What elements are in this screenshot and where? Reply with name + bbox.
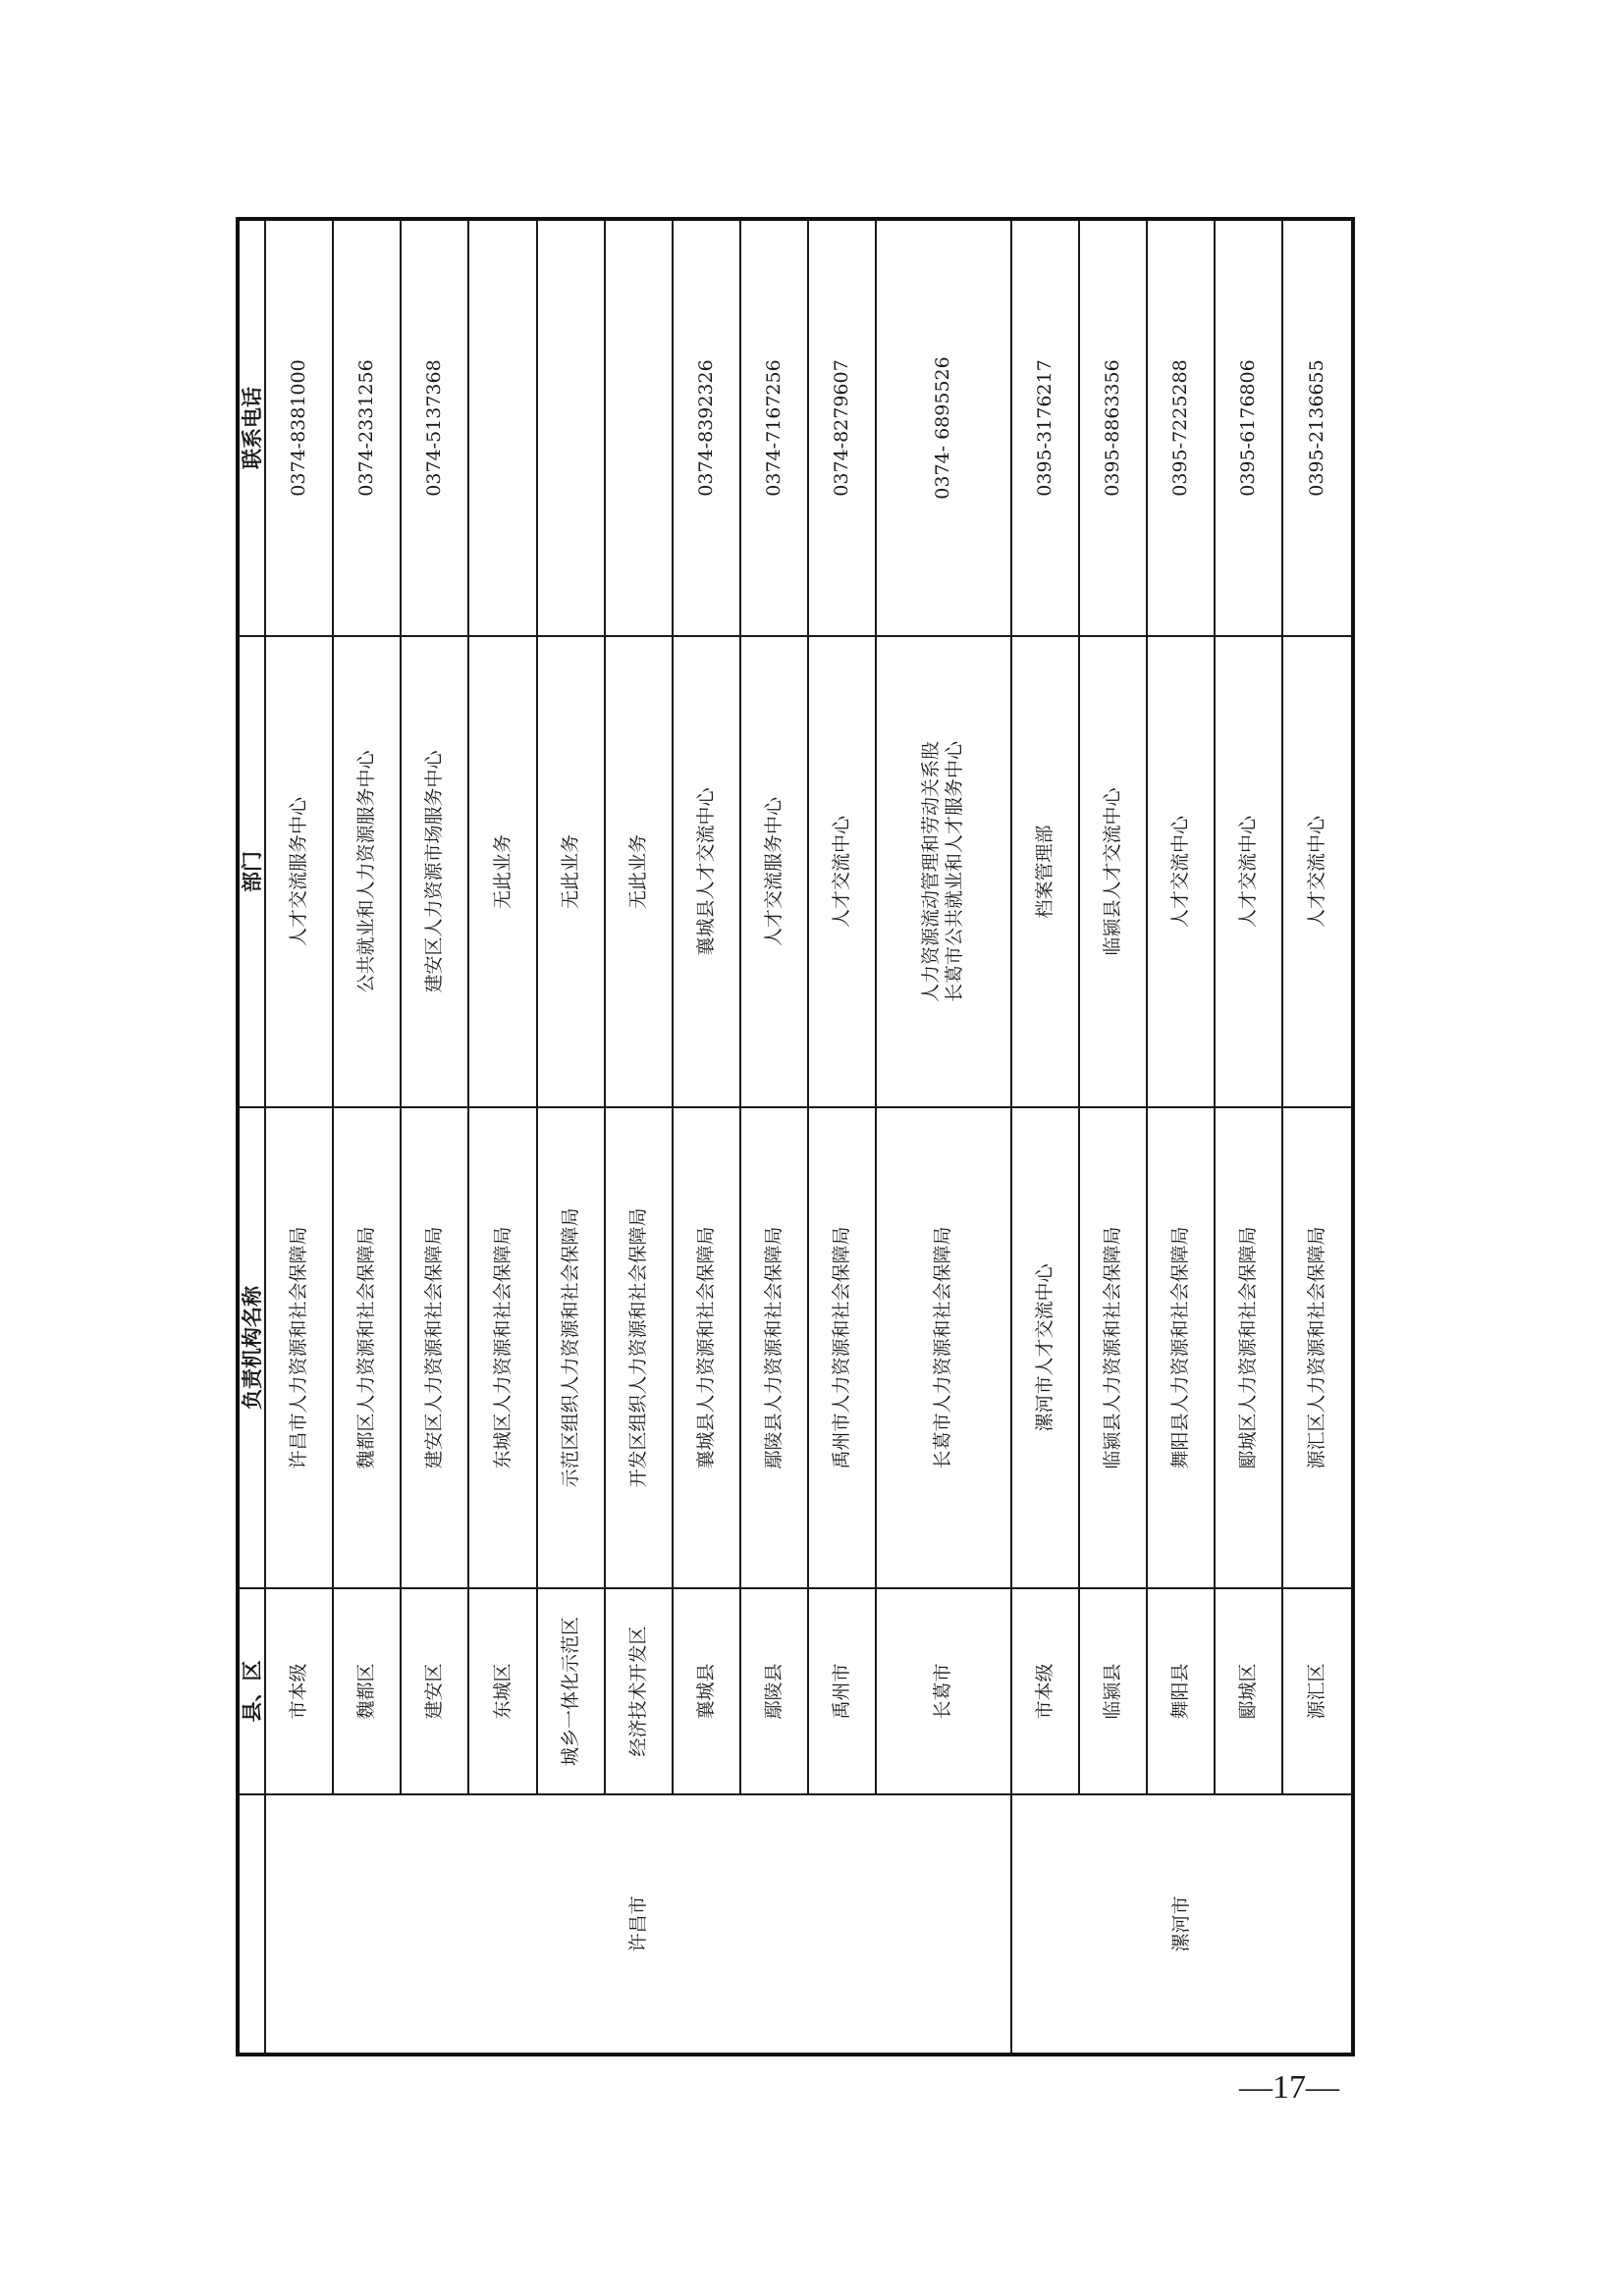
dept-cell: 襄城县人才交流中心 bbox=[673, 636, 740, 1107]
org-cell: 许昌市人力资源和社会保障局 bbox=[265, 1107, 333, 1588]
rotated-table-frame bbox=[236, 221, 1355, 2056]
table-row bbox=[1079, 219, 1147, 2055]
table-row bbox=[468, 219, 536, 2055]
tel-cell bbox=[605, 219, 673, 636]
table-row bbox=[1282, 219, 1353, 2055]
header-org: 负责机构名称 bbox=[238, 1107, 265, 1588]
tel-cell bbox=[468, 219, 536, 636]
tel-cell: 0374- 6895526 bbox=[876, 219, 1011, 636]
org-cell: 开发区组织人力资源和社会保障局 bbox=[605, 1107, 673, 1588]
district-cell: 临颍县 bbox=[1079, 1588, 1147, 1794]
org-cell: 魏都区人力资源和社会保障局 bbox=[333, 1107, 401, 1588]
district-cell: 市本级 bbox=[1011, 1588, 1079, 1794]
org-cell: 郾城区人力资源和社会保障局 bbox=[1215, 1107, 1282, 1588]
dept-cell: 人才交流服务中心 bbox=[740, 636, 808, 1107]
page-number: —17— bbox=[1239, 2069, 1339, 2106]
table-row bbox=[1147, 219, 1215, 2055]
table-row bbox=[740, 219, 808, 2055]
org-cell: 长葛市人力资源和社会保障局 bbox=[876, 1107, 1011, 1588]
district-cell: 襄城县 bbox=[673, 1588, 740, 1794]
tel-cell: 0395-7225288 bbox=[1147, 219, 1215, 636]
dept-cell: 人才交流中心 bbox=[1282, 636, 1353, 1107]
table-row bbox=[876, 219, 1011, 2055]
org-cell: 舞阳县人力资源和社会保障局 bbox=[1147, 1107, 1215, 1588]
dept-cell: 人才交流服务中心 bbox=[265, 636, 333, 1107]
district-cell: 魏都区 bbox=[333, 1588, 401, 1794]
dept-cell: 建安区人力资源市场服务中心 bbox=[401, 636, 468, 1107]
org-cell: 鄢陵县人力资源和社会保障局 bbox=[740, 1107, 808, 1588]
dept-cell: 公共就业和人力资源服务中心 bbox=[333, 636, 401, 1107]
dept-line-2: 长葛市公共就业和人才服务中心 bbox=[943, 741, 965, 1003]
district-cell: 郾城区 bbox=[1215, 1588, 1282, 1794]
dept-line-1: 人力资源流动管理和劳动关系股 bbox=[920, 741, 943, 1003]
dept-cell: 无此业务 bbox=[537, 636, 605, 1107]
dept-cell: 临颍县人才交流中心 bbox=[1079, 636, 1147, 1107]
org-cell: 源汇区人力资源和社会保障局 bbox=[1282, 1107, 1353, 1588]
dept-cell: 无此业务 bbox=[468, 636, 536, 1107]
table-row bbox=[605, 219, 673, 2055]
header-tel: 联系电话 bbox=[238, 219, 265, 636]
tel-cell: 0374-8392326 bbox=[673, 219, 740, 636]
header-city bbox=[238, 1794, 265, 2055]
district-cell: 东城区 bbox=[468, 1588, 536, 1794]
table-row bbox=[537, 219, 605, 2055]
org-cell: 禹州市人力资源和社会保障局 bbox=[808, 1107, 876, 1588]
district-cell: 城乡一体化示范区 bbox=[537, 1588, 605, 1794]
dept-cell: 无此业务 bbox=[605, 636, 673, 1107]
table-row bbox=[1011, 219, 1079, 2055]
org-cell: 襄城县人力资源和社会保障局 bbox=[673, 1107, 740, 1588]
table-row bbox=[265, 219, 333, 2055]
city-cell: 许昌市 bbox=[265, 1794, 1011, 2055]
dept-cell: 人才交流中心 bbox=[1147, 636, 1215, 1107]
table-row bbox=[673, 219, 740, 2055]
tel-cell: 0374-8381000 bbox=[265, 219, 333, 636]
district-cell: 鄢陵县 bbox=[740, 1588, 808, 1794]
header-district: 县、区 bbox=[238, 1588, 265, 1794]
org-cell: 示范区组织人力资源和社会保障局 bbox=[537, 1107, 605, 1588]
district-cell: 源汇区 bbox=[1282, 1588, 1353, 1794]
org-cell: 建安区人力资源和社会保障局 bbox=[401, 1107, 468, 1588]
table-row bbox=[401, 219, 468, 2055]
table-row bbox=[333, 219, 401, 2055]
district-cell: 舞阳县 bbox=[1147, 1588, 1215, 1794]
contact-table bbox=[236, 217, 1355, 2056]
tel-cell: 0374-8279607 bbox=[808, 219, 876, 636]
table-row bbox=[1215, 219, 1282, 2055]
tel-cell bbox=[537, 219, 605, 636]
city-cell: 漯河市 bbox=[1011, 1794, 1353, 2055]
table-row bbox=[808, 219, 876, 2055]
dept-cell: 人才交流中心 bbox=[808, 636, 876, 1107]
district-cell: 长葛市 bbox=[876, 1588, 1011, 1794]
dept-cell: 人才交流中心 bbox=[1215, 636, 1282, 1107]
tel-cell: 0395-8863356 bbox=[1079, 219, 1147, 636]
district-cell: 禹州市 bbox=[808, 1588, 876, 1794]
tel-cell: 0395-2136655 bbox=[1282, 219, 1353, 636]
tel-cell: 0374-5137368 bbox=[401, 219, 468, 636]
tel-cell: 0395-6176806 bbox=[1215, 219, 1282, 636]
district-cell: 经济技术开发区 bbox=[605, 1588, 673, 1794]
tel-cell: 0374-2331256 bbox=[333, 219, 401, 636]
tel-cell: 0374-7167256 bbox=[740, 219, 808, 636]
dept-cell bbox=[876, 636, 1011, 1107]
district-cell: 市本级 bbox=[265, 1588, 333, 1794]
org-cell: 漯河市人才交流中心 bbox=[1011, 1107, 1079, 1588]
dept-cell: 档案管理部 bbox=[1011, 636, 1079, 1107]
district-cell: 建安区 bbox=[401, 1588, 468, 1794]
header-dept: 部门 bbox=[238, 636, 265, 1107]
tel-cell: 0395-3176217 bbox=[1011, 219, 1079, 636]
table-header-row bbox=[238, 219, 265, 2055]
org-cell: 东城区人力资源和社会保障局 bbox=[468, 1107, 536, 1588]
org-cell: 临颍县人力资源和社会保障局 bbox=[1079, 1107, 1147, 1588]
